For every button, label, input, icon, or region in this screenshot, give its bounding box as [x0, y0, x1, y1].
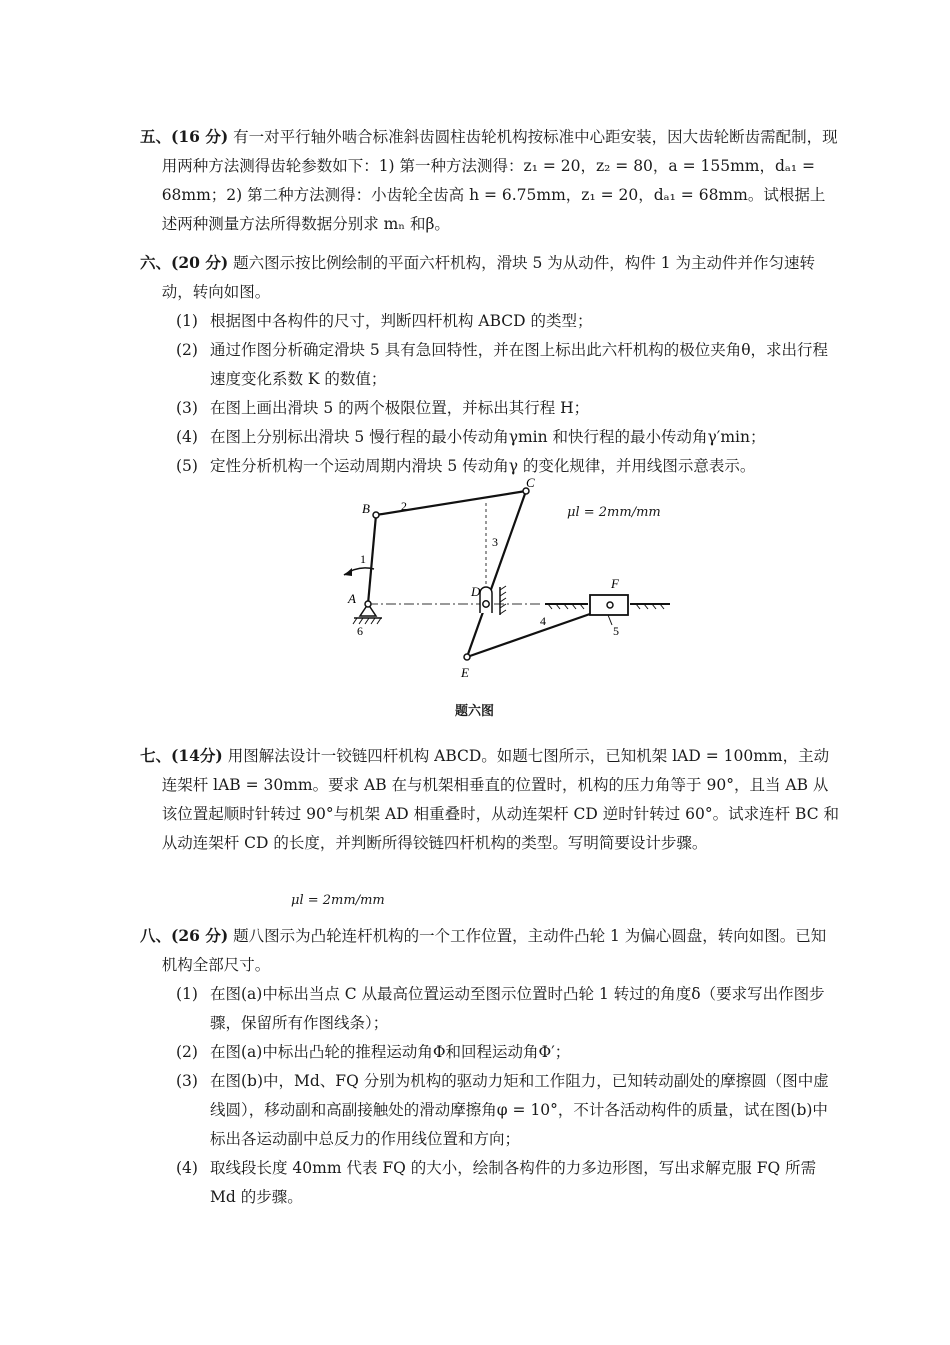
link-3: [467, 491, 526, 657]
link-4: [467, 607, 610, 657]
label-link-4: 4: [540, 614, 546, 628]
label-link-1: 1: [360, 552, 366, 566]
link-1: [368, 515, 376, 604]
label-frame-6: 6: [357, 624, 363, 638]
sub-item: (4) 在图上分别标出滑块 5 慢行程的最小传动角γmin 和快行程的最小传动角γ′min；: [176, 428, 766, 446]
sub-item: (2) 在图(a)中标出凸轮的推程运动角Φ和回程运动角Φ′；: [176, 1043, 571, 1061]
question-number: 五、: [140, 127, 172, 146]
sub-item: (4) 取线段长度 40mm 代表 FQ 的大小，绘制各构件的力多边形图，写出求解克服 FQ 所需 Md 的步骤。: [176, 1159, 817, 1206]
label-link-5: 5: [613, 624, 619, 638]
label-B: B: [362, 501, 370, 516]
label-C: C: [526, 475, 535, 490]
question-score: (16 分): [171, 127, 229, 146]
question-text: 题八图示为凸轮连杆机构的一个工作位置，主动件凸轮 1 为偏心圆盘，转向如图。已知机构全部尺寸。: [161, 927, 827, 974]
label-link-3: 3: [492, 535, 498, 549]
question-text: 题六图示按比例绘制的平面六杆机构，滑块 5 为从动件，构件 1 为主动件并作匀速转动，转向如图。: [161, 254, 816, 301]
label-link-2: 2: [401, 499, 407, 513]
sub-item: (2) 通过作图分析确定滑块 5 具有急回特性，并在图上标出此六杆机构的极位夹角θ，求出行程速度变化系数 K 的数值；: [176, 341, 829, 388]
label-D: D: [471, 584, 481, 599]
label-F: F: [611, 576, 619, 591]
label-A: A: [348, 591, 356, 606]
question-score: (26 分): [171, 926, 229, 945]
sub-item: (5) 定性分析机构一个运动周期内滑块 5 传动角γ 的变化规律，并用线图示意表示。: [176, 457, 756, 475]
question-8: [140, 921, 840, 1212]
label-E: E: [461, 665, 469, 680]
figure-6-scale: μl = 2mm/mm: [567, 505, 661, 520]
joint-F: [607, 602, 613, 608]
joint-A: [365, 601, 371, 607]
question-text: 用图解法设计一铰链四杆机构 ABCD。如题七图所示，已知机架 lAD = 100mm，主动连架杆 lAB = 30mm。要求 AB 在与机架相垂直的位置时，机构的压力角等于 90°，且当 AB 从该位置起顺时针转过 90°与机架 AD 相重叠时，从动连架杆 CD 逆时针转过 60°。试求连杆 BC 和从动连架杆 CD 的长度，并判断所得铰链四杆机构的类型。写明简要设计步骤。: [161, 747, 839, 852]
question-number: 八、: [140, 926, 172, 945]
question-number: 六、: [140, 253, 172, 272]
joint-E: [464, 654, 470, 660]
question-6: [140, 248, 840, 481]
question-score: (20 分): [171, 253, 229, 272]
question-5: [140, 122, 840, 239]
sub-item: (1) 在图(a)中标出当点 C 从最高位置运动至图示位置时凸轮 1 转过的角度δ（要求写出作图步骤，保留所有作图线条）；: [176, 985, 825, 1032]
question-7: [140, 741, 840, 858]
joint-B: [373, 512, 379, 518]
sub-item: (3) 在图上画出滑块 5 的两个极限位置，并标出其行程 H；: [176, 399, 590, 417]
figure-7-scale: μl = 2mm/mm: [291, 893, 385, 908]
figure-6-caption: 题六图: [455, 704, 495, 719]
question-text: 有一对平行轴外啮合标准斜齿圆柱齿轮机构按标准中心距安装，因大齿轮断齿需配制，现用两种方法测得齿轮参数如下：1) 第一种方法测得：z₁ = 20，z₂ = 80，a = 155mm，dₐ₁ = 68mm；2) 第二种方法测得：小齿轮全齿高 h = 6.75mm，z₁ = 20，dₐ₁ = 68mm。试根据上述两种测量方法所得数据分别求 mₙ 和β。: [161, 128, 838, 233]
sub-item: (3) 在图(b)中，Md、FQ 分别为机构的驱动力矩和工作阻力，已知转动副处的摩擦圆（图中虚线圆），移动副和高副接触处的滑动摩擦角φ = 10°，不计各活动构件的质量，试在图(b)中标出各运动副中总反力的作用线位置和方向；: [176, 1072, 829, 1148]
question-score: (14分): [171, 746, 223, 765]
question-number: 七、: [140, 746, 172, 765]
sub-item: (1) 根据图中各构件的尺寸，判断四杆机构 ABCD 的类型；: [176, 312, 593, 330]
link-2: [376, 491, 526, 515]
joint-D: [483, 601, 489, 607]
